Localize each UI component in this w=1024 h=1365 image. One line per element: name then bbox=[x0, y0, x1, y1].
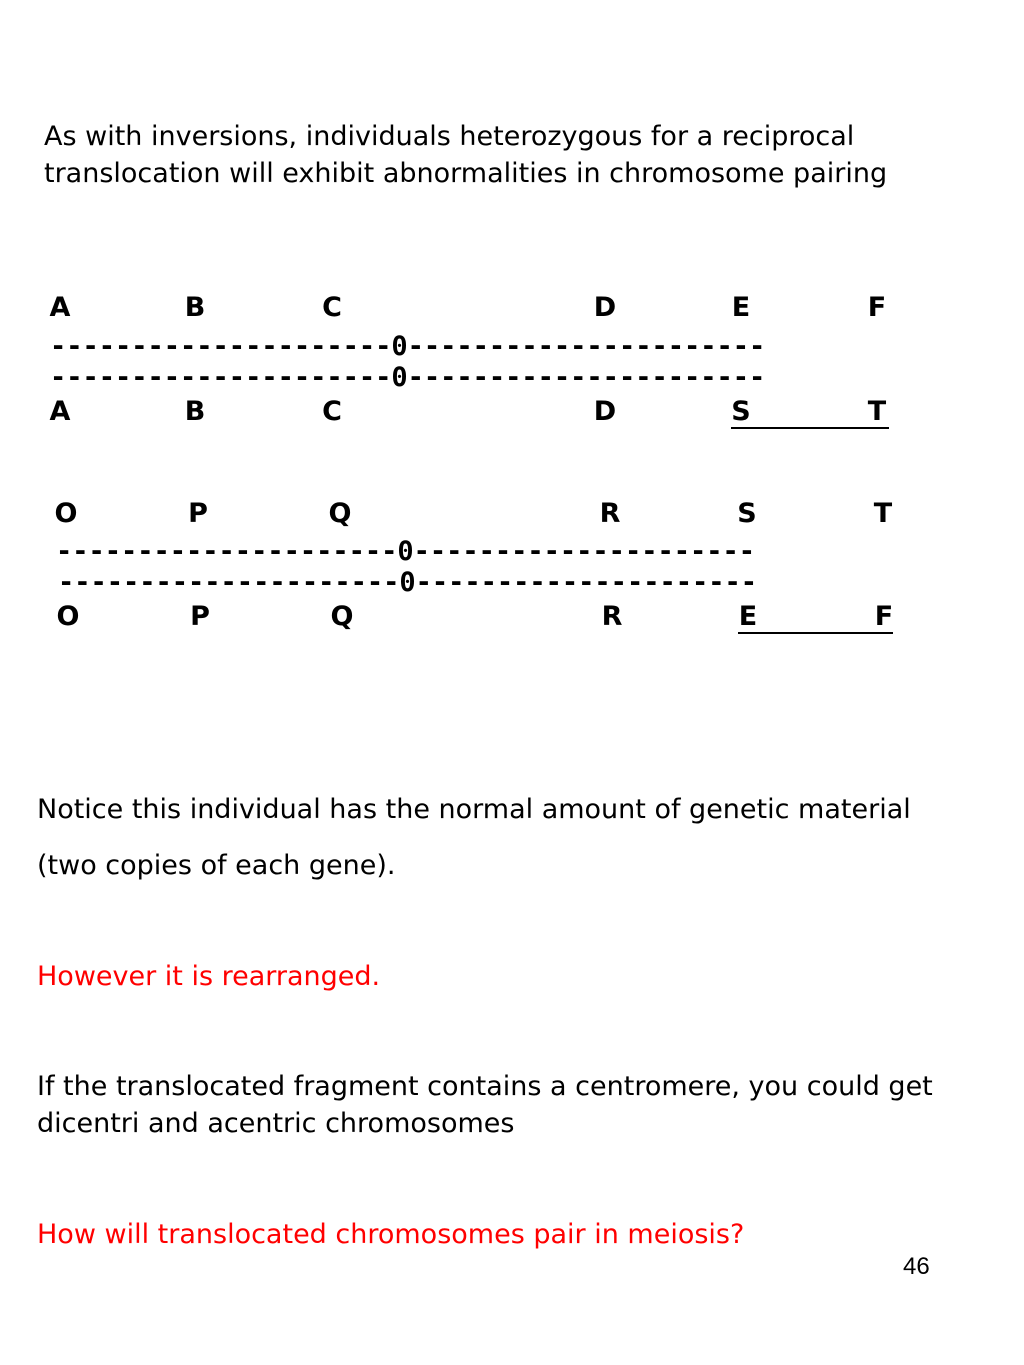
translocated-segment-underline bbox=[731, 427, 889, 429]
meiosis-question: How will translocated chromosomes pair in meiosis? bbox=[37, 1219, 745, 1250]
gene-label: P bbox=[188, 498, 208, 529]
intro-line-1: As with inversions, individuals heterozygous for a reciprocal bbox=[44, 121, 855, 152]
translocated-gene-label: F bbox=[874, 601, 894, 632]
gene-label: Q bbox=[330, 601, 354, 632]
gene-label: P bbox=[190, 601, 210, 632]
gene-label: C bbox=[322, 292, 342, 323]
gene-label: A bbox=[49, 292, 71, 323]
translocated-gene-label: E bbox=[738, 601, 758, 632]
centromere-line-1: If the translocated fragment contains a centromere, you could get bbox=[37, 1071, 933, 1102]
gene-label: S bbox=[737, 498, 757, 529]
gene-label: D bbox=[593, 292, 617, 323]
gene-label: C bbox=[322, 396, 342, 427]
translocated-gene-label: S bbox=[731, 396, 751, 427]
page-number: 46 bbox=[903, 1253, 930, 1280]
chromosome-line: ---------------------0---------------------- bbox=[50, 331, 766, 362]
rearranged-note: However it is rearranged. bbox=[37, 961, 381, 992]
gene-label: O bbox=[54, 498, 78, 529]
gene-label: B bbox=[184, 396, 206, 427]
gene-label: Q bbox=[328, 498, 352, 529]
gene-label: B bbox=[184, 292, 206, 323]
intro-line-2: translocation will exhibit abnormalities in chromosome pairing bbox=[44, 158, 888, 189]
gene-label: E bbox=[731, 292, 751, 323]
chromosome-line: ---------------------0---------------------- bbox=[50, 362, 766, 393]
gene-label: D bbox=[593, 396, 617, 427]
translocated-gene-label: T bbox=[867, 396, 887, 427]
gene-label: A bbox=[49, 396, 71, 427]
gene-label: R bbox=[601, 601, 623, 632]
notice-line-2: (two copies of each gene). bbox=[37, 850, 396, 881]
gene-label: F bbox=[867, 292, 887, 323]
chromosome-line: ---------------------0--------------------- bbox=[56, 536, 755, 567]
gene-label: T bbox=[873, 498, 893, 529]
intro-paragraph bbox=[44, 118, 887, 192]
translocated-segment-underline bbox=[738, 632, 893, 634]
chromosome-line: ---------------------0--------------------- bbox=[58, 567, 757, 598]
centromere-paragraph bbox=[37, 1068, 933, 1142]
gene-label: R bbox=[599, 498, 621, 529]
gene-label: O bbox=[56, 601, 80, 632]
notice-line-1: Notice this individual has the normal amount of genetic material bbox=[37, 794, 911, 825]
centromere-line-2: dicentri and acentric chromosomes bbox=[37, 1108, 515, 1139]
